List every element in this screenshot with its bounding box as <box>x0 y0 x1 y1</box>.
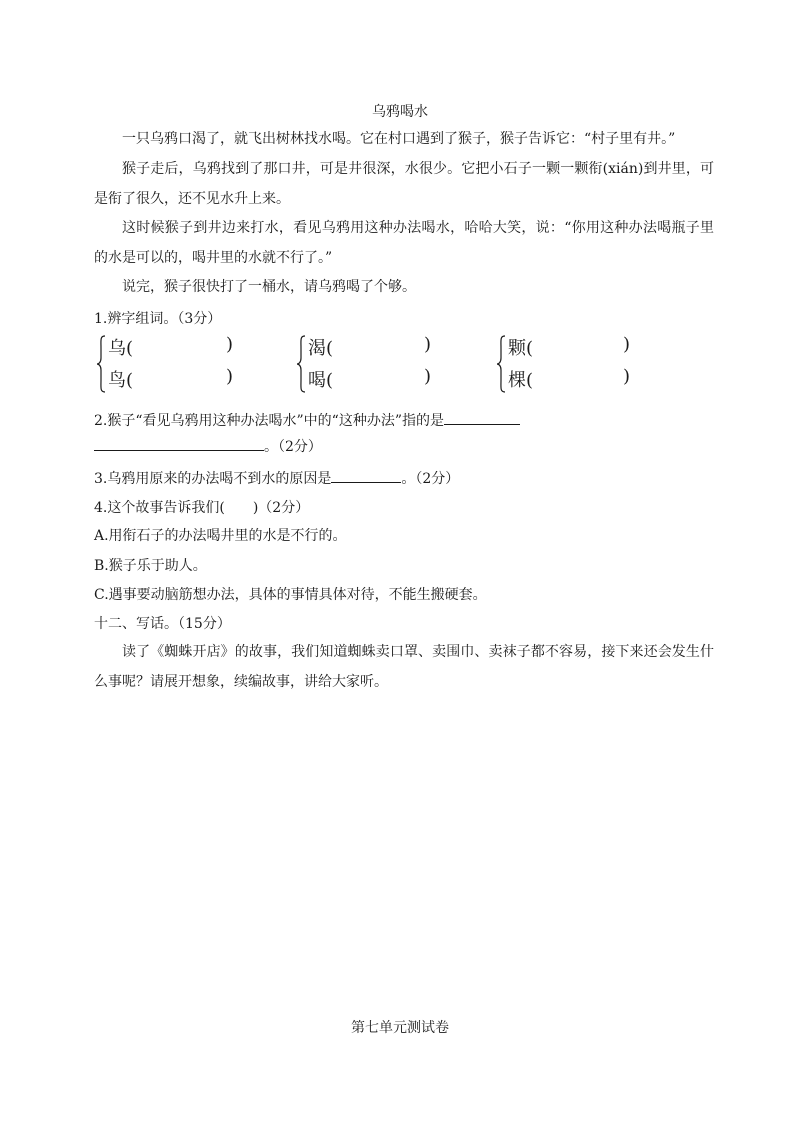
char-group-1 <box>96 334 236 394</box>
close-paren: ) <box>623 366 631 387</box>
char-row-top: 渴( <box>308 338 334 359</box>
option-a: A.用衔石子的办法喝井里的水是不行的。 <box>94 528 347 544</box>
close-paren: ) <box>424 366 432 387</box>
question-1-label: 1.辨字组词。（3分） <box>94 311 222 327</box>
char-group-3 <box>496 334 636 394</box>
answer-blank[interactable] <box>94 436 264 451</box>
question-2-continuation: 。（2分） <box>94 436 322 456</box>
close-paren: ) <box>226 334 234 355</box>
char-row-top: 颗( <box>508 338 534 359</box>
question-4-label: 4.这个故事告诉我们( )（2分） <box>94 500 310 516</box>
left-brace-icon <box>496 334 506 394</box>
section-12-heading: 十二、写话。（15分） <box>94 616 231 632</box>
close-paren: ) <box>424 334 432 355</box>
writing-prompt: 读了《蜘蛛开店》的故事，我们知道蜘蛛卖口罩、卖围巾、卖袜子都不容易，接下来还会发生什么事呢？请展开想象，续编故事，讲给大家听。 <box>94 644 714 690</box>
answer-blank[interactable] <box>331 468 401 483</box>
char-group-2 <box>296 334 436 394</box>
close-paren: ) <box>226 366 234 387</box>
char-row-bottom: 喝( <box>308 370 334 391</box>
answer-blank[interactable] <box>444 410 520 425</box>
option-b: B.猴子乐于助人。 <box>94 558 207 574</box>
story-paragraph-3: 这时候猴子到井边来打水，看见乌鸦用这种办法喝水，哈哈大笑，说：“你用这种办法喝瓶子里的水是可以的，喝井里的水就不行了。” <box>94 220 714 266</box>
option-c: C.遇事要动脑筋想办法，具体的事情具体对待，不能生搬硬套。 <box>94 587 487 603</box>
char-row-bottom: 鸟( <box>108 370 134 391</box>
story-title: 乌鸦喝水 <box>372 104 428 120</box>
story-paragraph-2: 猴子走后，乌鸦找到了那口井，可是井很深，水很少。它把小石子一颗一颗衔(xián)到井里，可是衔了很久，还不见水升上来。 <box>94 161 714 207</box>
left-brace-icon <box>296 334 306 394</box>
question-2-text: 2.猴子“看见乌鸦用这种办法喝水”中的“这种办法”指的是 <box>94 410 520 430</box>
char-row-top: 乌( <box>108 338 134 359</box>
page-footer: 第七单元测试卷 <box>351 1020 449 1036</box>
left-brace-icon <box>96 334 106 394</box>
close-paren: ) <box>623 334 631 355</box>
story-paragraph-4: 说完，猴子很快打了一桶水，请乌鸦喝了个够。 <box>122 279 416 295</box>
question-3-text: 3.乌鸦用原来的办法喝不到水的原因是 。（2分） <box>94 468 459 488</box>
char-row-bottom: 棵( <box>508 370 534 391</box>
story-paragraph-1: 一只乌鸦口渴了，就飞出树林找水喝。它在村口遇到了猴子，猴子告诉它：“村子里有井。” <box>122 131 676 147</box>
